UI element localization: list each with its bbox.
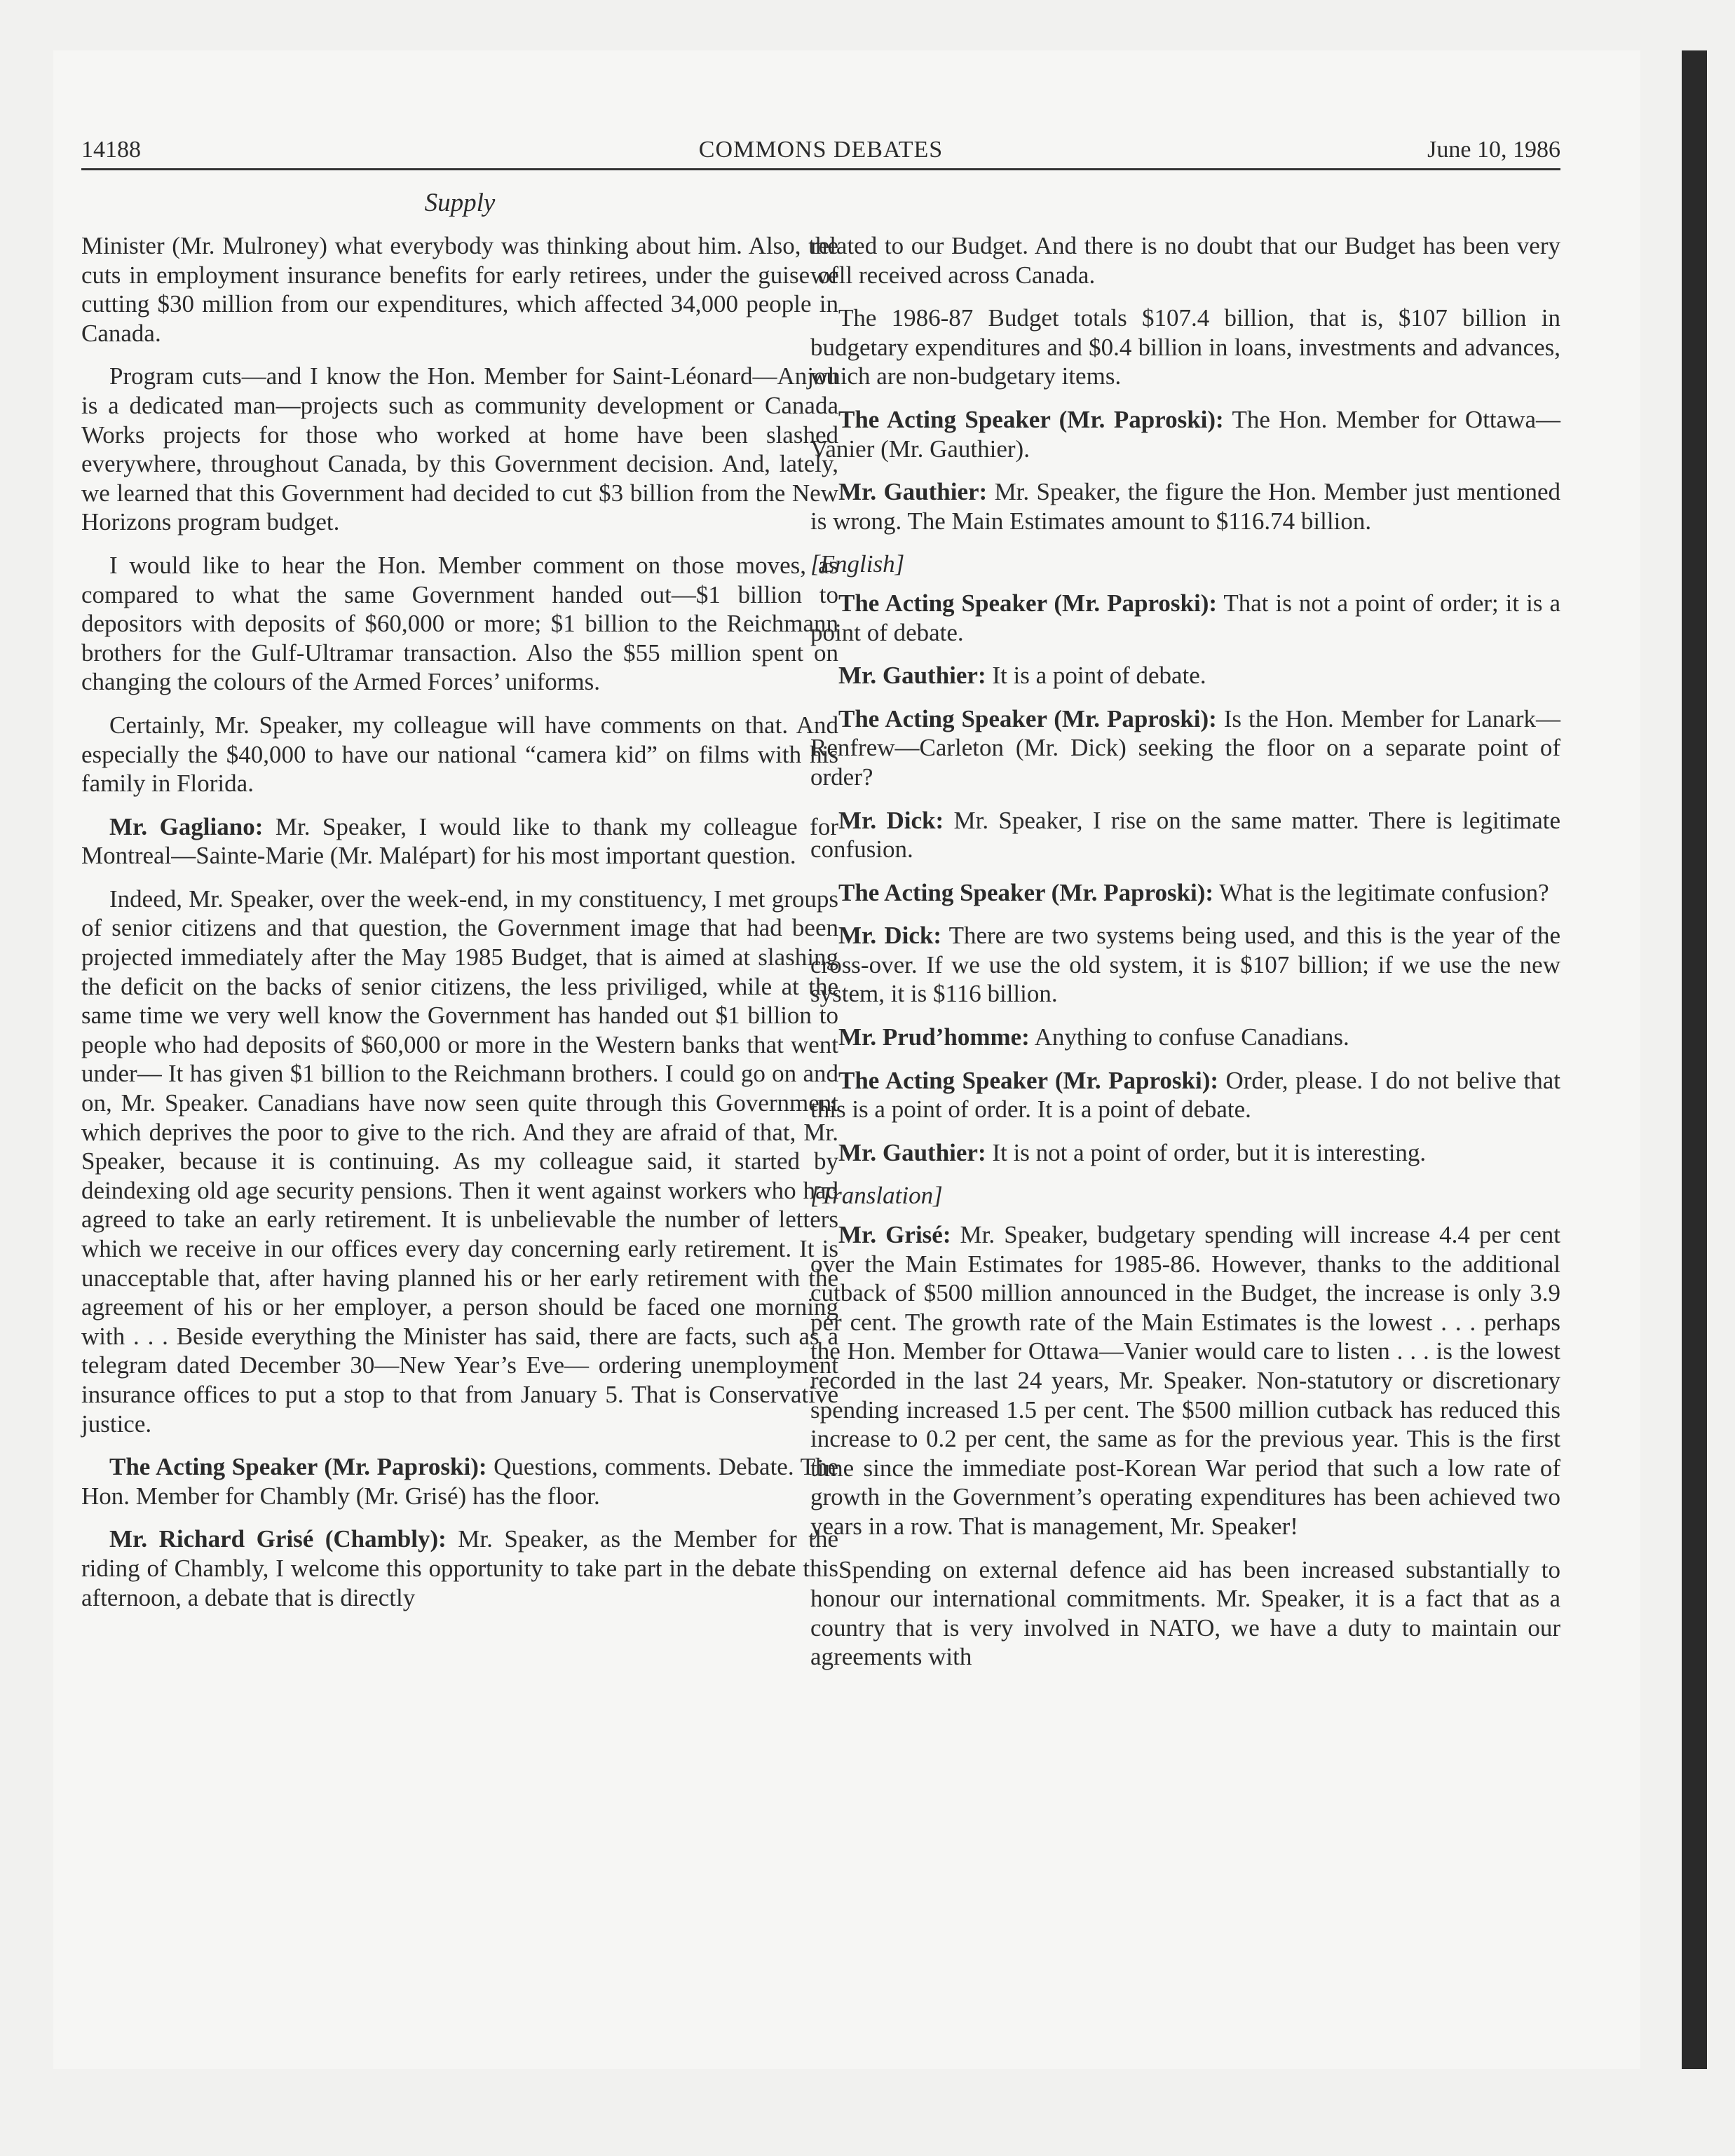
paragraph — [81, 231, 838, 348]
publication-date: June 10, 1986 — [1427, 137, 1560, 163]
left-column — [81, 231, 838, 1626]
paragraph-text: Mr. Speaker, as the Member for the riding of Chambly, I welcome this opportunity to take part in the debate this afternoon, a debate that is directly — [81, 1525, 838, 1611]
paragraph — [810, 1220, 1560, 1541]
paragraph — [810, 661, 1560, 690]
speaker-name: Mr. Richard Grisé (Chambly): — [109, 1525, 447, 1553]
paragraph-text: Order, please. I do not belive that this is a point of order. It is a point of debate. — [810, 1066, 1560, 1124]
page-number: 14188 — [81, 137, 141, 163]
paragraph-text: Anything to confuse Canadians. — [1029, 1023, 1349, 1051]
paragraph-text: Spending on external defence aid has been increased substantially to honour our international commitments. Mr. Speaker, it is a fact that as a country that is very involved in NATO, we have a duty to maintain our agreements with — [810, 1555, 1560, 1671]
paragraph-text: Program cuts—and I know the Hon. Member for Saint-Léonard—Anjou is a dedicated man—projects such as community development or Canada Works projects for those who worked at home have been slashed everywhere, throughout Canada, by this Government decision. And, lately, we learned that this Government had decided to cut $3 billion from the New Horizons program budget. — [81, 362, 838, 536]
paragraph — [810, 1023, 1560, 1052]
publication-title: COMMONS DEBATES — [698, 137, 944, 163]
paragraph-text: related to our Budget. And there is no doubt that our Budget has been very well received across Canada. — [810, 232, 1560, 289]
paragraph — [810, 231, 1560, 289]
paragraph-text: The 1986-87 Budget totals $107.4 billion, that is, $107 billion in budgetary expenditures and $0.4 billion in loans, investments and advances, which are non-budgetary items. — [810, 304, 1560, 390]
paragraph-text: I would like to hear the Hon. Member comment on those moves, as compared to what the same Government handed out—$1 billion to depositors with deposits of $60,000 or more; $1 billion to the Reichmann brothers for the Gulf-Ultramar transaction. Also the $55 million spent on changing the colours of the Armed Forces’ uniforms. — [81, 551, 838, 696]
paragraph-text: That is not a point of order; it is a point of debate. — [810, 589, 1560, 646]
speaker-name: Mr. Grisé: — [838, 1221, 951, 1249]
paragraph-text: Certainly, Mr. Speaker, my colleague will have comments on that. And especially the $40,000 to have our national “camera kid” on films with his family in Florida. — [81, 711, 838, 798]
paragraph-text: Mr. Speaker, I would like to thank my colleague for Montreal—Sainte-Marie (Mr. Malépart) for his most important question. — [81, 812, 838, 870]
scan-edge — [1682, 50, 1707, 2069]
paragraph — [81, 711, 838, 798]
paragraph — [810, 477, 1560, 535]
speaker-name: Mr. Gauthier: — [838, 478, 988, 506]
paragraph-text: Mr. Speaker, the figure the Hon. Member just mentioned is wrong. The Main Estimates amount to $116.74 billion. — [810, 478, 1560, 535]
speaker-name: Mr. Dick: — [838, 922, 941, 950]
paragraph — [810, 1066, 1560, 1124]
paragraph — [810, 303, 1560, 391]
speaker-name: Mr. Dick: — [838, 806, 944, 834]
paragraph-text: It is a point of debate. — [986, 662, 1206, 690]
paragraph-text: Is the Hon. Member for Lanark—Renfrew—Carleton (Mr. Dick) seeking the floor on a separate point of order? — [810, 704, 1560, 791]
speaker-name: Mr. Prud’homme: — [838, 1023, 1030, 1051]
language-tag: [Translation] — [810, 1182, 943, 1210]
speaker-name: Mr. Gauthier: — [838, 1138, 986, 1166]
language-tag: [English] — [810, 550, 905, 578]
paragraph-text: Mr. Speaker, I rise on the same matter. There is legitimate confusion. — [810, 806, 1561, 864]
page-header — [81, 135, 1560, 170]
speaker-name: Mr. Gauthier: — [838, 662, 986, 690]
paragraph — [81, 1524, 838, 1612]
paragraph-text: What is the legitimate confusion? — [1213, 878, 1549, 906]
paragraph — [810, 878, 1560, 908]
paragraph — [81, 551, 838, 697]
paragraph — [81, 812, 838, 871]
paragraph — [810, 405, 1560, 463]
speaker-name: The Acting Speaker (Mr. Paproski): — [109, 1453, 487, 1481]
paragraph — [810, 921, 1560, 1009]
paragraph — [81, 885, 838, 1438]
speaker-name: The Acting Speaker (Mr. Paproski): — [838, 405, 1224, 433]
paragraph-text: The Hon. Member for Ottawa—Vanier (Mr. Gauthier). — [810, 405, 1560, 463]
paragraph-text: Indeed, Mr. Speaker, over the week-end, in my constituency, I met groups of senior citizens and that question, the Government image that had been projected immediately after the May 1985 Budget, that is aimed at slashing the deficit on the backs of senior citizens, the less priviliged, while at the same time we very well know the Government has handed out $1 billion to people who had deposits of $60,000 or more in the Western banks that went under— It has given $1 billion to the Reichmann brothers. I could go on and on, Mr. Speaker. Canadians have now seen quite through this Government which deprives the poor to give to the rich. And they are afraid of that, Mr. Speaker, because it is continuing. As my colleague said, it started by deindexing old age security pensions. Then it went against workers who had agreed to take an early retirement. It is unbelievable the number of letters which we receive in our offices every day concerning early retirement. It is unacceptable that, after having planned his or her early retirement with the agreement of his or her employer, a person should be faced one morning with . . . Beside everything the Minister has said, there are facts, such as a telegram dated December 30—New Year’s Eve— ordering unemployment insurance offices to put a stop to that from January 5. That is Conservative justice. — [81, 885, 838, 1438]
paragraph-text: There are two systems being used, and this is the year of the cross-over. If we use the old system, it is $107 billion; if we use the new system, it is $116 billion. — [810, 922, 1560, 1008]
right-column — [810, 231, 1560, 1686]
speaker-name: The Acting Speaker (Mr. Paproski): — [838, 1066, 1219, 1094]
paragraph — [810, 806, 1560, 864]
paragraph — [810, 1555, 1560, 1672]
speaker-name: The Acting Speaker (Mr. Paproski): — [838, 704, 1217, 732]
speaker-name: The Acting Speaker (Mr. Paproski): — [838, 589, 1218, 617]
paragraph — [810, 704, 1560, 792]
paragraph — [81, 1452, 838, 1510]
section-heading: Supply — [424, 189, 496, 217]
paragraph — [810, 589, 1560, 647]
paragraph-text: Questions, comments. Debate. The Hon. Member for Chambly (Mr. Grisé) has the floor. — [81, 1453, 838, 1510]
paragraph — [810, 1138, 1560, 1168]
paragraph-text: Minister (Mr. Mulroney) what everybody was thinking about him. Also, the cuts in employment insurance benefits for early retirees, under the guise of cutting $30 million from our expenditures, which affected 34,000 people in Canada. — [81, 232, 838, 347]
paragraph-text: Mr. Speaker, budgetary spending will increase 4.4 per cent over the Main Estimates for 1985-86. However, thanks to the additional cutback of $500 million announced in the Budget, the increase is only 3.9 per cent. The growth rate of the Main Estimates is the lowest . . . perhaps the Hon. Member for Ottawa—Vanier would care to listen . . . is the lowest recorded in the last 24 years, Mr. Speaker. Non-statutory or discretionary spending increased 1.5 per cent. The $500 million cutback has reduced this increase to 0.2 per cent, the same as for the previous year. This is the first time since the immediate post-Korean War period that such a low rate of growth in the Government’s operating expenditures has been achieved two years in a row. That is management, Mr. Speaker! — [810, 1221, 1560, 1540]
speaker-name: Mr. Gagliano: — [109, 812, 264, 840]
paragraph — [81, 362, 838, 537]
paragraph-text: It is not a point of order, but it is interesting. — [986, 1138, 1427, 1166]
speaker-name: The Acting Speaker (Mr. Paproski): — [838, 878, 1214, 906]
